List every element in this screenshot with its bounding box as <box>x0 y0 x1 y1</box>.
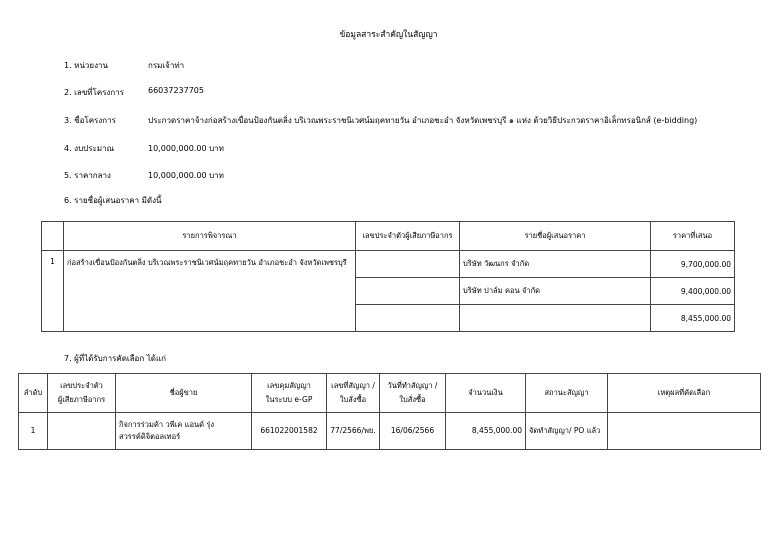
field-value-agency: กรมเจ้าท่า <box>148 61 185 70</box>
bidders-header-price: ราคาที่เสนอ <box>651 222 735 251</box>
winner-header-seller: ชื่อผู้ขาย <box>116 374 252 413</box>
winner-header-tax-id-line1: เลขประจำตัว <box>60 381 103 390</box>
winner-header-no: ลำดับ <box>19 374 48 413</box>
winner-seller <box>116 413 252 450</box>
winner-header-tax-id <box>48 374 116 413</box>
bidder-tax-id <box>356 305 460 332</box>
winner-header-po-line2: ใบสั่งซื้อ <box>339 395 367 404</box>
winner-po-no: 77/2566/พย. <box>327 413 380 450</box>
winner-table <box>18 373 761 450</box>
winner-header-tax-id-line2: ผู้เสียภาษีอากร <box>57 395 106 404</box>
winner-tax-id <box>48 413 116 450</box>
bidders-item-desc: ก่อสร้างเขื่อนป้องกันตลิ่ง บริเวณพระราชนิเวศน์มฤคทายวัน อำเภอชะอำ จังหวัดเพชรบุรี <box>64 251 356 332</box>
winner-status: จัดทำสัญญา/ PO แล้ว <box>526 413 608 450</box>
winner-contract-no: 661022001582 <box>252 413 327 450</box>
bidder-tax-id <box>356 251 460 278</box>
winner-header-date-line2: ใบสั่งซื้อ <box>399 395 426 404</box>
winner-header-contract-line2: ในระบบ e-GP <box>265 395 313 404</box>
bidders-header-no <box>42 222 64 251</box>
field-label-agency: 1. หน่วยงาน <box>64 61 108 70</box>
bidder-name <box>460 305 651 332</box>
winner-header-contract-no <box>252 374 327 413</box>
winner-table-header <box>19 374 761 413</box>
table-row <box>19 413 761 450</box>
bidder-price: 9,700,000.00 <box>651 251 735 278</box>
bidder-name: บริษัท ปาล์ม คอน จำกัด <box>460 278 651 305</box>
bidder-tax-id <box>356 278 460 305</box>
field-value-budget: 10,000,000.00 บาท <box>148 144 224 153</box>
bidder-price: 8,455,000.00 <box>651 305 735 332</box>
section-winner-heading: 7. ผู้ที่ได้รับการคัดเลือก ได้แก่ <box>64 354 166 363</box>
bidders-header-item: รายการพิจารณา <box>64 222 356 251</box>
winner-header-po-no <box>327 374 380 413</box>
winner-header-date <box>380 374 446 413</box>
bidders-table-header <box>42 222 735 251</box>
bidders-table <box>41 221 735 332</box>
winner-header-contract-line1: เลขคุมสัญญา <box>267 381 311 390</box>
winner-header-status: สถานะสัญญา <box>526 374 608 413</box>
field-label-project-name: 3. ชื่อโครงการ <box>64 116 116 125</box>
bidders-item-no: 1 <box>42 251 64 332</box>
winner-header-po-line1: เลขที่สัญญา / <box>331 381 375 390</box>
table-row <box>42 251 735 278</box>
bidders-header-tax-id: เลขประจำตัวผู้เสียภาษีอากร <box>356 222 460 251</box>
winner-header-amount: จำนวนเงิน <box>446 374 526 413</box>
winner-seller-line1: กิจการร่วมค้า วพีเค แอนด์ รุ่ง <box>119 420 215 429</box>
winner-seller-line2: สวรรค์ดิจิตอลเทอร์ <box>119 432 181 441</box>
field-label-budget: 4. งบประมาณ <box>64 144 115 153</box>
winner-header-date-line1: วันที่ทำสัญญา / <box>387 381 438 390</box>
winner-date: 16/06/2566 <box>380 413 446 450</box>
field-label-median-price: 5. ราคากลาง <box>64 171 111 180</box>
bidder-name: บริษัท วัฒนกร จำกัด <box>460 251 651 278</box>
winner-amount: 8,455,000.00 <box>446 413 526 450</box>
winner-header-reason: เหตุผลที่คัดเลือก <box>608 374 761 413</box>
bidders-header-bidder: รายชื่อผู้เสนอราคา <box>460 222 651 251</box>
winner-no: 1 <box>19 413 48 450</box>
field-value-project-number: 66037237705 <box>148 86 204 95</box>
section-bidders-heading: 6. รายชื่อผู้เสนอราคา มีดังนี้ <box>64 196 162 205</box>
winner-reason <box>608 413 761 450</box>
bidder-price: 9,400,000.00 <box>651 278 735 305</box>
field-label-project-number: 2. เลขที่โครงการ <box>64 88 125 97</box>
page-title: ข้อมูลสาระสำคัญในสัญญา <box>339 30 438 40</box>
field-value-project-name: ประกวดราคาจ้างก่อสร้างเขื่อนป้องกันตลิ่ง บริเวณพระราชนิเวศน์มฤคทายวัน อำเภอชะอำ จังหวัดเพชรบุรี ๑ แห่ง ด้วยวิธีประกวดราคาอิเล็กทรอนิกส์ (e-bidding) <box>148 116 698 125</box>
field-value-median-price: 10,000,000.00 บาท <box>148 171 224 180</box>
